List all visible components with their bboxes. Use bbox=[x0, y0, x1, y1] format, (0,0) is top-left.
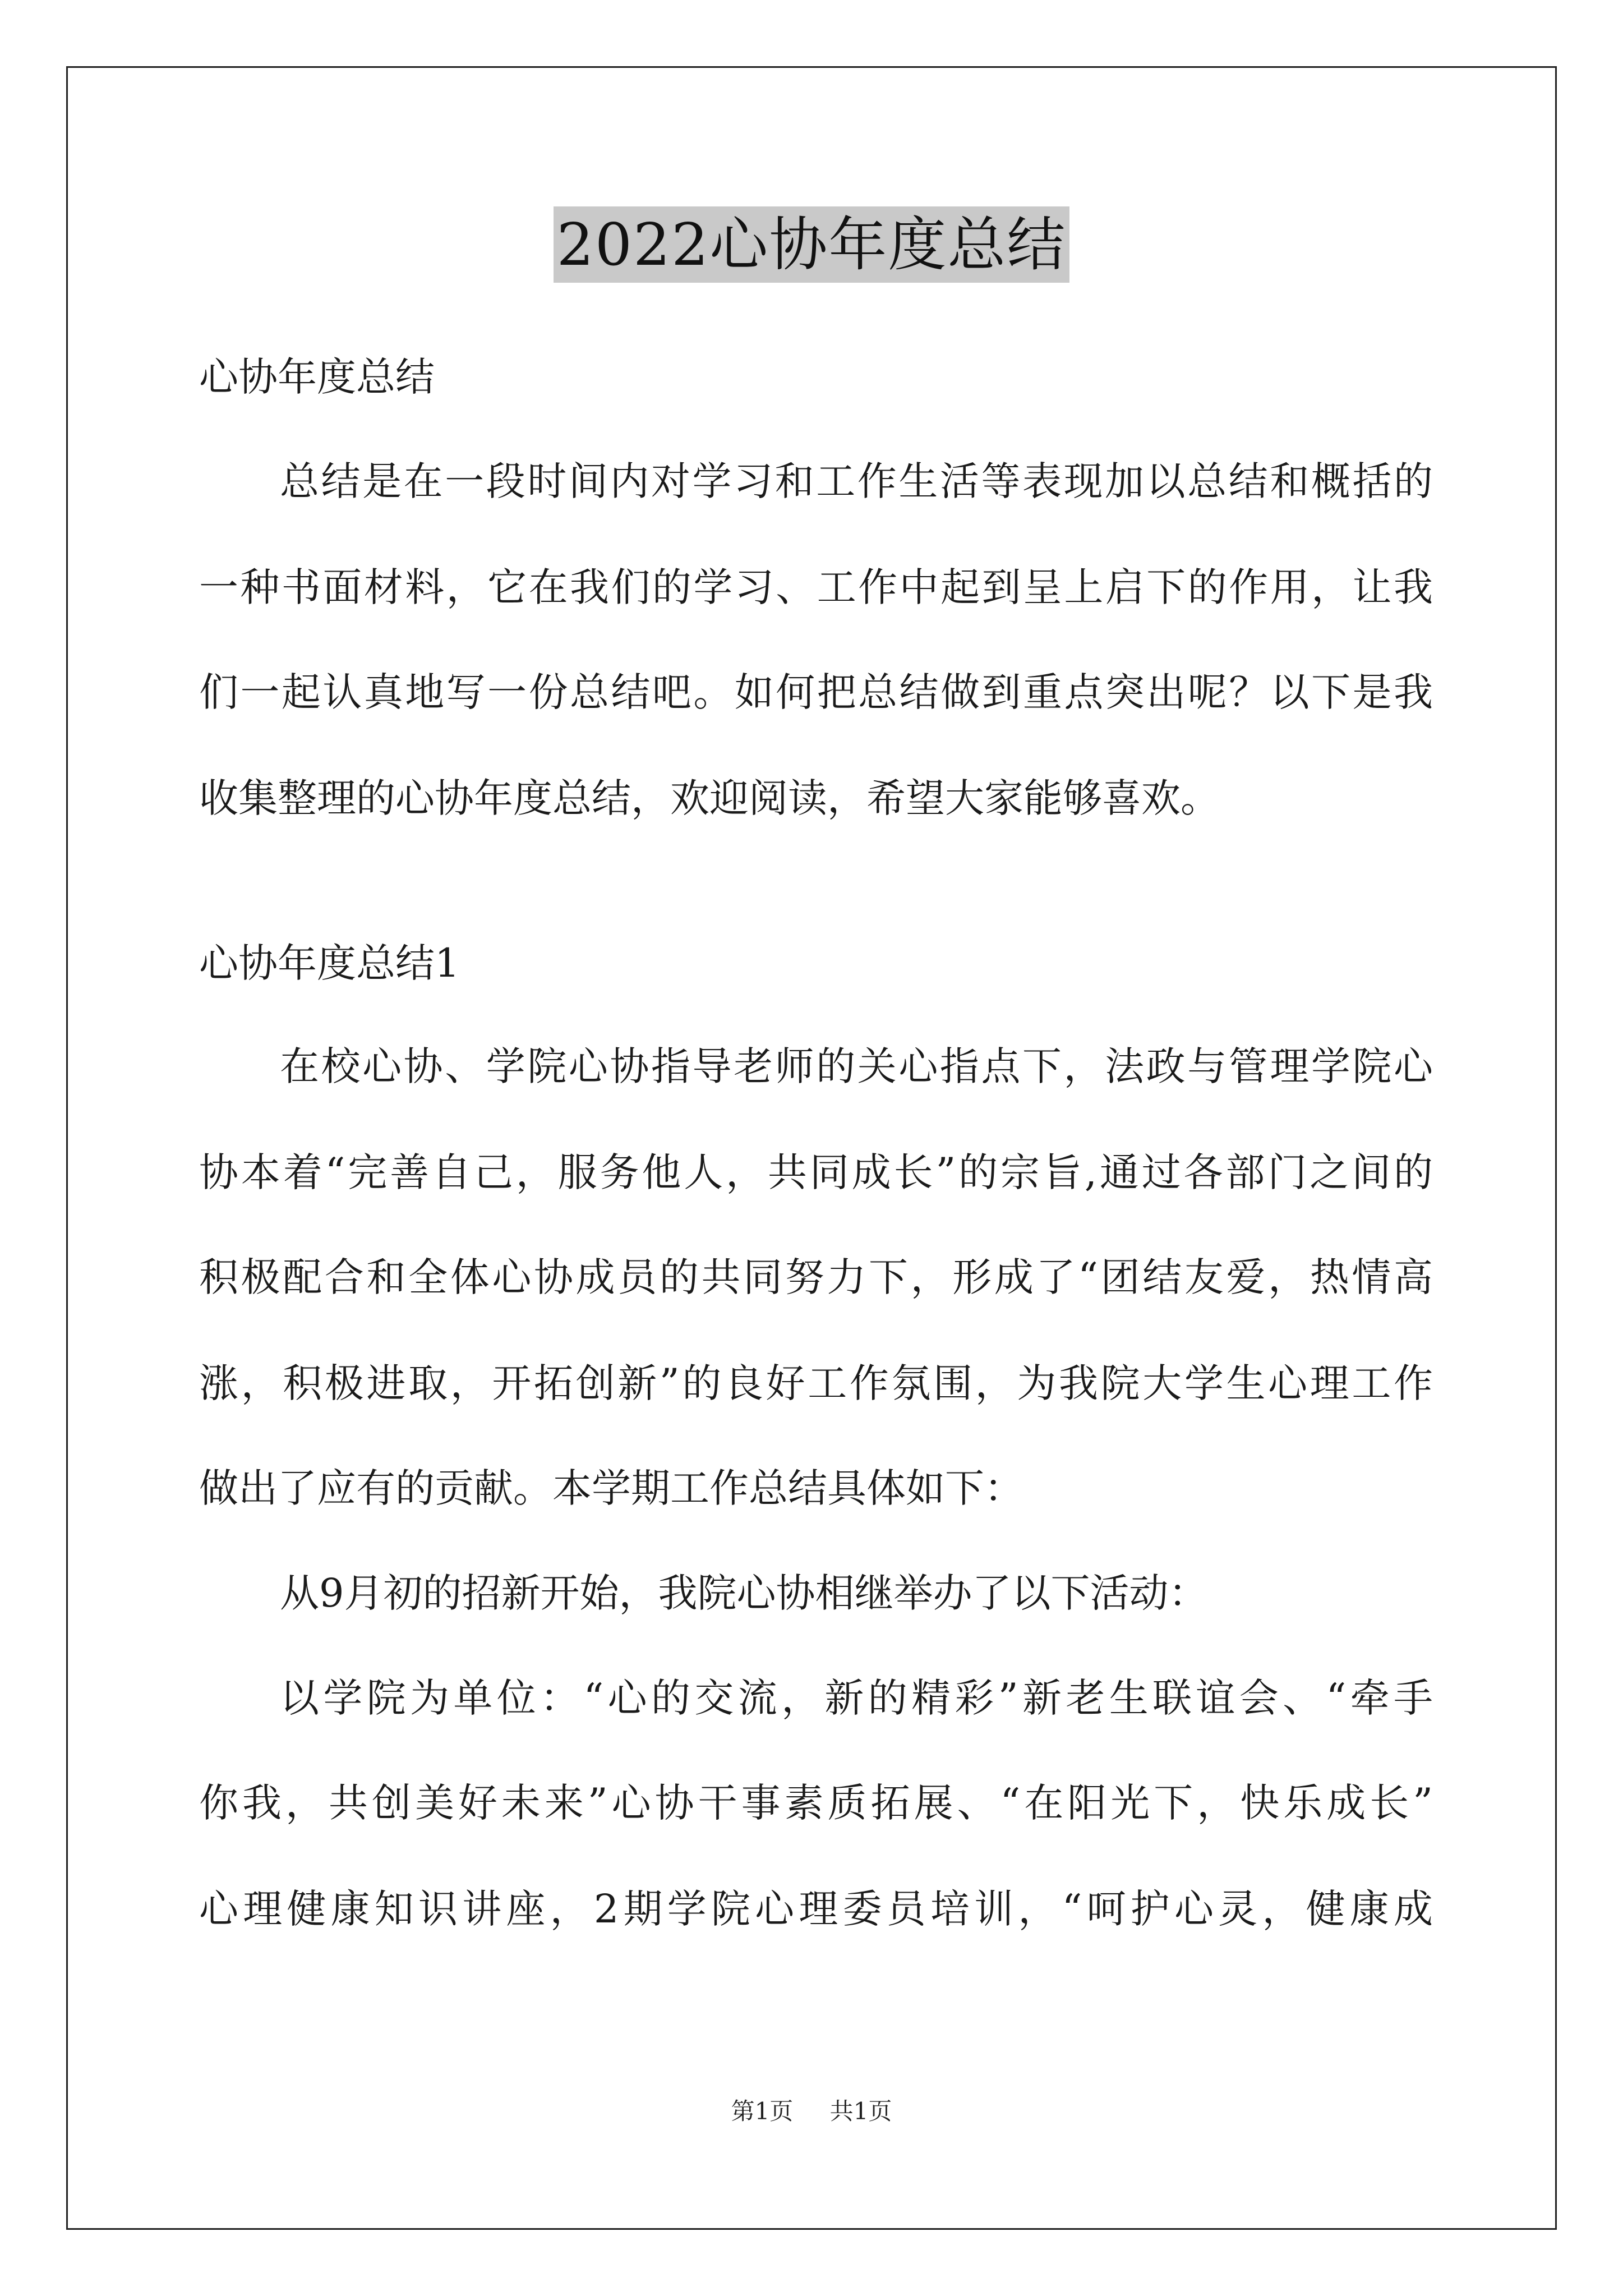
page-number: 第1页 bbox=[731, 2097, 794, 2125]
document-title: 2022心协年度总结 bbox=[554, 206, 1070, 283]
section-line: 做出了应有的贡献。本学期工作总结具体如下： bbox=[199, 1465, 1023, 1511]
section-line: 心理健康知识讲座，2期学院心理委员培训，“呵护心灵，健康成 bbox=[199, 1886, 1433, 1932]
section-heading: 心协年度总结1 bbox=[199, 940, 460, 986]
intro-heading: 心协年度总结 bbox=[199, 354, 435, 400]
page-footer bbox=[0, 2096, 1623, 2127]
section-line: 你我，共创美好未来”心协干事素质拓展、“在阳光下，快乐成长” bbox=[199, 1780, 1433, 1826]
intro-line: 总结是在一段时间内对学习和工作生活等表现加以总结和概括的 bbox=[280, 458, 1433, 504]
section-line: 涨，积极进取，开拓创新”的良好工作氛围，为我院大学生心理工作 bbox=[199, 1360, 1433, 1406]
intro-line: 收集整理的心协年度总结，欢迎阅读，希望大家能够喜欢。 bbox=[199, 775, 1220, 821]
section-line: 从9月初的招新开始，我院心协相继举办了以下活动： bbox=[280, 1570, 1208, 1616]
section-line: 协本着“完善自己，服务他人，共同成长”的宗旨,通过各部门之间的 bbox=[199, 1149, 1433, 1195]
section-line: 以学院为单位：“心的交流，新的精彩”新老生联谊会、“牵手 bbox=[280, 1675, 1433, 1721]
section-line: 积极配合和全体心协成员的共同努力下，形成了“团结友爱，热情高 bbox=[199, 1254, 1433, 1300]
section-line: 在校心协、学院心协指导老师的关心指点下，法政与管理学院心 bbox=[280, 1043, 1433, 1089]
intro-line: 一种书面材料，它在我们的学习、工作中起到呈上启下的作用，让我 bbox=[199, 564, 1433, 610]
page-total: 共1页 bbox=[829, 2097, 892, 2125]
title-container bbox=[0, 206, 1623, 283]
intro-line: 们一起认真地写一份总结吧。如何把总结做到重点突出呢？以下是我 bbox=[199, 669, 1433, 715]
